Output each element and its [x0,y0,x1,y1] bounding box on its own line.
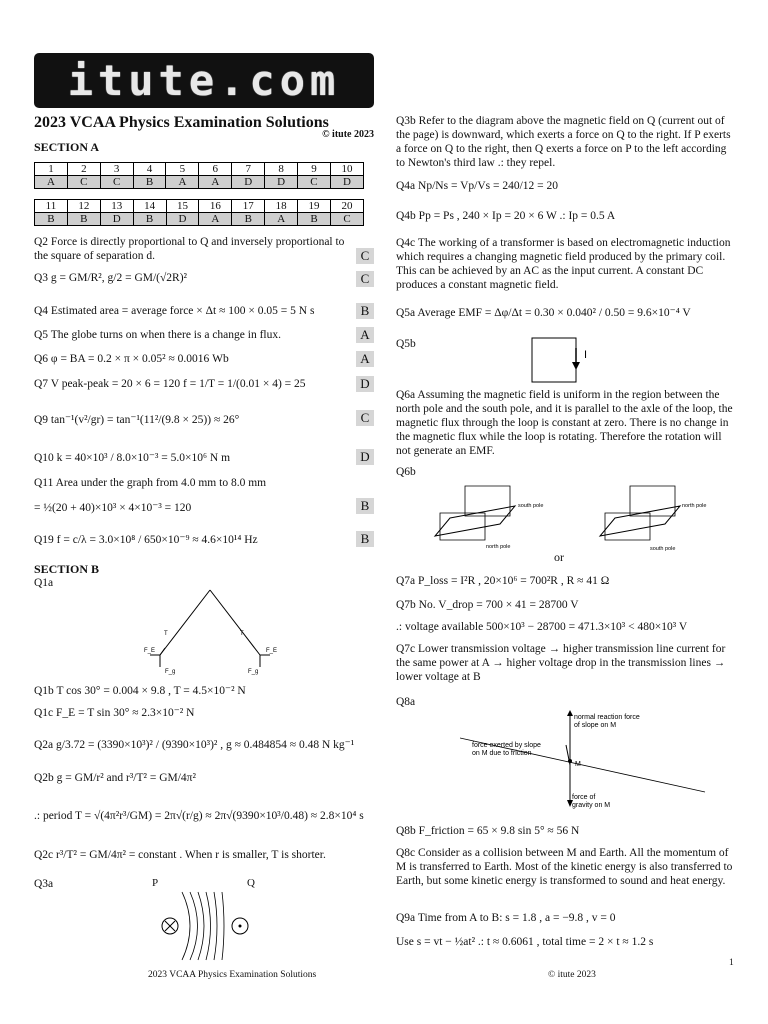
question-number-6: 7 [232,163,265,176]
q6b-south-2: south pole [650,546,676,552]
question-number-4: 15 [166,200,199,213]
q6-answer: A [356,351,374,367]
section-b-heading: SECTION B [34,562,100,576]
footer-left: 2023 VCAA Physics Examination Solutions [148,970,317,980]
question-number-2: 13 [100,200,133,213]
q4a-text: Q4a Np/Ns = Vp/Vs = 240/12 = 20 [396,180,559,192]
q11-text: Q11 Area under the graph from 4.0 mm to 8.0 mm [34,477,267,489]
q3a-field-diagram [140,890,280,962]
q9-answer: C [356,410,374,426]
q1a-force-diagram [140,585,280,675]
answer-table-numbers [35,163,364,176]
page-title: 2023 VCAA Physics Examination Solutions [34,114,329,131]
question-number-7: 8 [265,163,298,176]
q4c-text: Q4c The working of a transformer is based on electromagnetic induction which requires a changing magnetic field produced by the primary coil. This can be achieved by an AC as the input current. A constant DC produces a constant magnetic field. [396,237,731,291]
question-number-3: 4 [133,163,166,176]
question-number-1: 2 [67,163,100,176]
question-number-9: 10 [330,163,363,176]
answer-cell-1: C [67,176,100,189]
q19-answer: B [356,531,374,547]
question-number-0: 11 [35,200,68,213]
q11-answer: B [356,498,374,514]
q8a-friction-label-2: on M due to friction [472,750,532,757]
q2c-text: Q2c r³/T² = GM/4π² = constant . When r is smaller, T is shorter. [34,849,326,861]
q3a-label-p: P [152,877,159,889]
q7b-voltage: .: voltage available 500×10³ − 28700 = 471.3×10³ < 480×10³ V [396,621,688,633]
answer-cell-4: D [166,213,199,226]
question-number-3: 14 [133,200,166,213]
section-a-heading: SECTION A [34,140,100,154]
q3-text: Q3 g = GM/R², g/2 = GM/(√2R)² [34,272,188,284]
copyright-notice: © itute 2023 [322,129,374,140]
fig-tension-right: T [240,631,244,637]
q4-answer: B [356,303,374,319]
question-number-0: 1 [35,163,68,176]
answer-table-numbers [35,200,364,213]
answer-cell-7: A [265,213,298,226]
question-number-8: 9 [298,163,331,176]
q8a-label: Q8a [396,696,416,708]
q4b-text: Q4b Pp = Ps , 240 × Ip = 20 × 6 W .: Ip = 0.5 A [396,210,616,222]
q7a-text: Q7a P_loss = I²R , 20×10⁶ = 700²R , R ≈ 41 Ω [396,575,610,587]
answer-cell-7: D [265,176,298,189]
q8a-gravity-label: force of [572,794,596,801]
answer-table-answers [35,176,364,189]
q2b-text: Q2b g = GM/r² and r³/T² = GM/4π² [34,772,196,784]
q3a-label: Q3a [34,878,54,890]
q5b-loop-diagram [530,336,600,386]
fig-fg-left: F_g [165,669,176,675]
q10-text: Q10 k = 40×10³ / 8.0×10⁻³ = 5.0×10⁶ N m [34,452,231,464]
q9-text: Q9 tan⁻¹(v²/gr) = tan⁻¹(11²/(9.8 × 25)) ≈ 26° [34,414,240,426]
q6b-north-1: north pole [486,544,511,550]
question-number-1: 12 [67,200,100,213]
q5-answer: A [356,327,374,343]
q8a-normal-label-2: of slope on M [574,722,617,729]
q9a-text: Q9a Time from A to B: s = 1.8 , a = −9.8 , v = 0 [396,912,616,924]
q8a-mass-label: M [575,761,581,768]
q2-answer: C [356,248,374,264]
question-number-4: 5 [166,163,199,176]
answer-cell-0: B [35,213,68,226]
answer-cell-2: D [100,213,133,226]
fig-fe-left: F_E [144,648,156,654]
answer-table-2 [34,199,364,226]
question-number-9: 20 [331,200,364,213]
q7b-text: Q7b No. V_drop = 700 × 41 = 28700 V [396,599,579,611]
q8c-text: Q8c Consider as a collision between M and Earth. All the momentum of M is transferred to Earth. Most of the kinetic energy is also transferred to Earth, but some kinetic energy is transformed to sound and heat energy. [396,847,733,887]
answer-cell-3: B [133,213,166,226]
answer-cell-0: A [35,176,68,189]
q5-text: Q5 The globe turns on when there is a change in flux. [34,329,281,341]
q3b-text: Q3b Refer to the diagram above the magnetic field on Q (current out of the page) is downward, which exerts a force on Q to the right. If P exerts a force on Q to the right, then Q exerts a force on P to the left according to Newton's third law .: they repel. [396,115,731,169]
answer-cell-8: B [298,213,331,226]
q6a-text: Q6a Assuming the magnetic field is uniform in the region between the north pole and the south pole, and it is parallel to the axle of the loop, the magnetic flux through the loop is constant at zero. There is no change in the magnetic flux while the loop is rotating. Therefore the rotation will not generate an EMF. [396,389,733,457]
q6-text: Q6 φ = BA = 0.2 × π × 0.05² ≈ 0.0016 Wb [34,353,229,365]
question-number-5: 16 [199,200,232,213]
answer-cell-6: B [232,213,265,226]
q5a-text: Q5a Average EMF = Δφ/Δt = 0.30 × 0.040² / 0.50 = 9.6×10⁻⁴ V [396,307,691,319]
q10-answer: D [356,449,374,465]
question-number-8: 19 [298,200,331,213]
q6b-label: Q6b [396,466,416,478]
q9a-working: Use s = vt − ½at² .: t ≈ 0.6061 , total time = 2 × t ≈ 1.2 s [396,936,654,948]
q8a-friction-label: force exerted by slope [472,742,541,749]
itute-logo [34,53,374,108]
q7-text: Q7 V peak-peak = 20 × 6 = 120 f = 1/T = 1/(0.01 × 4) = 25 [34,378,306,390]
q1a-label: Q1a [34,577,54,589]
q1c-text: Q1c F_E = T sin 30° ≈ 2.3×10⁻² N [34,707,195,719]
answer-table-answers [35,213,364,226]
fig-tension-left: T [164,631,168,637]
answer-cell-4: A [166,176,199,189]
q3a-label-q: Q [247,877,255,889]
q11-working: = ½(20 + 40)×10³ × 4×10⁻³ = 120 [34,502,192,514]
q8a-gravity-label-2: gravity on M [572,802,611,809]
fig-fg-right: F_g [248,669,259,675]
answer-cell-9: C [331,213,364,226]
question-number-5: 6 [199,163,232,176]
q8a-force-diagram [460,710,710,820]
q8b-text: Q8b F_friction = 65 × 9.8 sin 5° ≈ 56 N [396,825,580,837]
q4-text: Q4 Estimated area = average force × Δt ≈ 100 × 0.05 = 5 N s [34,305,315,317]
logo-text: itute.com [67,56,341,105]
footer-right: © itute 2023 [548,970,596,980]
answer-cell-6: D [232,176,265,189]
q2-text: Q2 Force is directly proportional to Q and inversely proportional to the square of separation d. [34,236,345,262]
q2a-text: Q2a g/3.72 = (3390×10³)² / (9390×10³)² , g ≈ 0.484854 ≈ 0.48 N kg⁻¹ [34,739,355,751]
q6b-pole-diagrams [430,478,740,558]
q6b-or: or [554,550,564,564]
q3-answer: C [356,271,374,287]
q7c-text: Q7c Lower transmission voltage → higher transmission line current for the same power at A → higher voltage drop in the transmission lines → lower voltage at B [396,643,726,683]
q2b-period: .: period T = √(4π²r³/GM) = 2π√(r/g) ≈ 2π√(9390×10³/0.48) ≈ 2.8×10⁴ s [34,810,364,822]
answer-cell-5: A [199,176,232,189]
answer-cell-1: B [67,213,100,226]
q19-text: Q19 f = c/λ = 3.0×10⁸ / 650×10⁻⁹ ≈ 4.6×10¹⁴ Hz [34,534,258,546]
answer-cell-8: C [298,176,331,189]
question-number-2: 3 [100,163,133,176]
answer-cell-3: B [133,176,166,189]
fig-fe-right: F_E [266,648,278,654]
question-number-6: 17 [232,200,265,213]
answer-table-1 [34,162,364,189]
q5b-current-label: I [584,349,588,361]
q1b-text: Q1b T cos 30° = 0.004 × 9.8 , T = 4.5×10⁻² N [34,685,246,697]
q6b-north-2: north pole [682,503,707,509]
page-number: 1 [729,958,734,968]
q5b-label: Q5b [396,338,416,350]
answer-cell-5: A [199,213,232,226]
answer-cell-9: D [330,176,363,189]
answer-cell-2: C [100,176,133,189]
question-number-7: 18 [265,200,298,213]
q8a-normal-label: normal reaction force [574,714,640,721]
q7-answer: D [356,376,374,392]
q6b-south-1: south pole [518,503,544,509]
